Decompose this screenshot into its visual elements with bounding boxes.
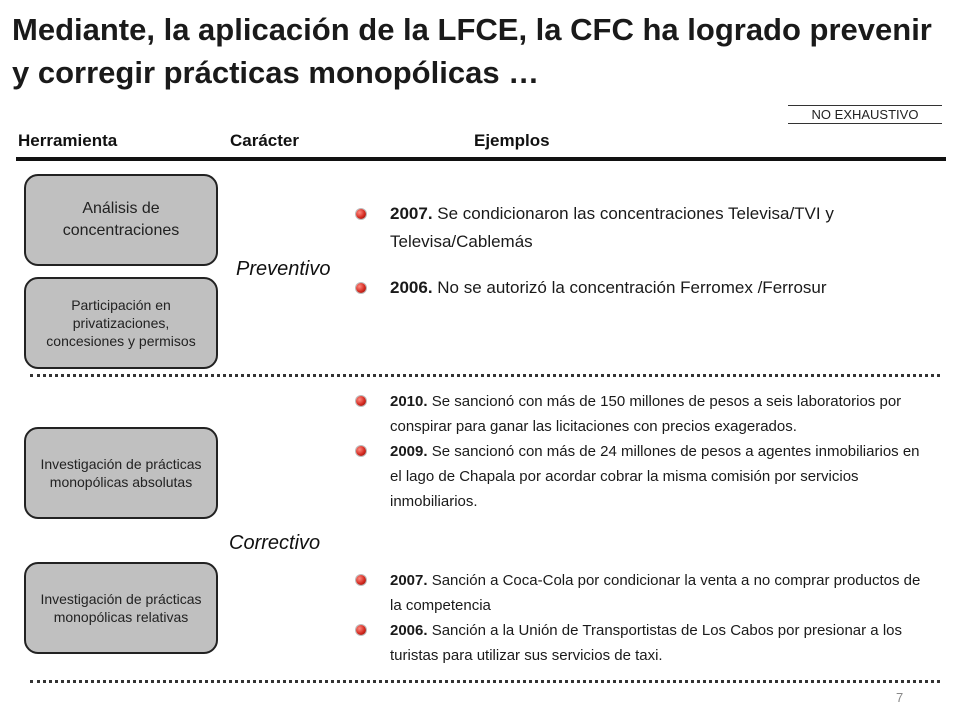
page-number: 7	[896, 690, 904, 705]
bottom-divider	[30, 680, 940, 683]
list-item: 2006. Sanción a la Unión de Transportistas de Los Cabos por presionar a los turistas para utilizar sus servicios de taxi.	[356, 618, 926, 668]
column-header-nature: Carácter	[230, 131, 299, 150]
bullet-icon	[356, 575, 366, 585]
tool-pill-privatizations: Participación en privatizaciones, concesiones y permisos	[24, 277, 218, 369]
list-item: 2007. Se condicionaron las concentraciones Televisa/TVI y Televisa/Cablemás	[356, 200, 942, 256]
section-divider	[30, 374, 940, 377]
nature-corrective: Correctivo	[229, 532, 321, 554]
bullet-icon	[356, 209, 366, 219]
nature-preventive: Preventivo	[236, 258, 331, 280]
list-item: 2010. Se sancionó con más de 150 millones de pesos a seis laboratorios por conspirar para ganar las licitaciones con precios exagerados.	[356, 389, 926, 439]
bullet-icon	[356, 446, 366, 456]
column-header-tool: Herramienta	[18, 131, 118, 150]
preventive-examples	[356, 200, 942, 302]
tool-pill-concentrations: Análisis de concentraciones	[24, 174, 218, 266]
bullet-icon	[356, 396, 366, 406]
tool-pill-absolute-practices: Investigación de prácticas monopólicas absolutas	[24, 427, 218, 519]
tool-pill-relative-practices: Investigación de prácticas monopólicas relativas	[24, 562, 218, 654]
list-item: 2007. Sanción a Coca-Cola por condicionar la venta a no comprar productos de la competencia	[356, 568, 926, 618]
column-header-examples: Ejemplos	[474, 131, 550, 150]
corrective-examples-a	[356, 389, 926, 514]
header-rule	[16, 157, 946, 161]
list-item: 2009. Se sancionó con más de 24 millones de pesos a agentes inmobiliarios en el lago de Chapala por acordar cobrar la misma comisión por servicios inmobiliarios.	[356, 439, 926, 514]
corrective-examples-b	[356, 568, 926, 668]
bullet-icon	[356, 625, 366, 635]
bullet-icon	[356, 283, 366, 293]
slide-title: Mediante, la aplicación de la LFCE, la CFC ha logrado prevenir y corregir prácticas monopólicas …	[12, 12, 932, 90]
not-exhaustive-tag: NO EXHAUSTIVO	[788, 105, 942, 124]
list-item: 2006. No se autorizó la concentración Ferromex /Ferrosur	[356, 274, 942, 302]
